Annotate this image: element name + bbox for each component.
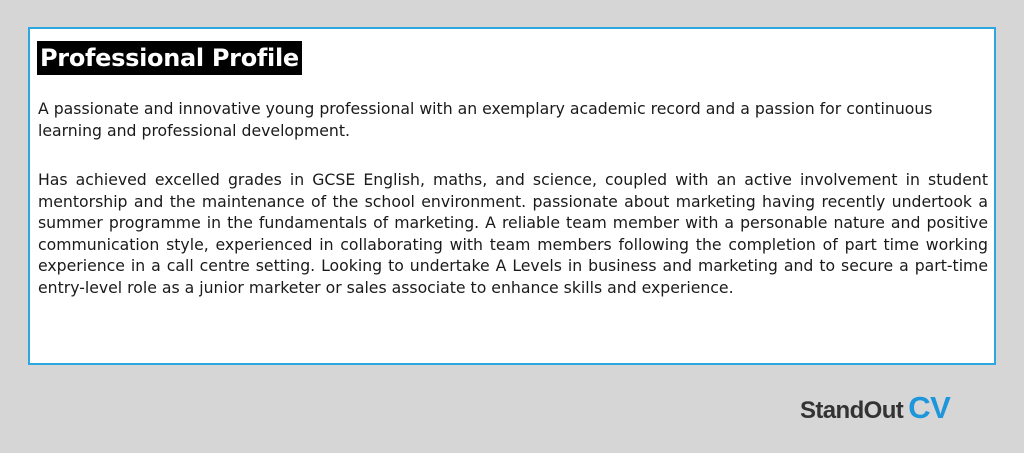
- logo-cv-mark: CV: [908, 390, 951, 425]
- profile-summary-paragraph: A passionate and innovative young professional with an exemplary academic record and a passion for continuous learning and professional development.: [38, 99, 933, 140]
- profile-detail-paragraph: Has achieved excelled grades in GCSE English, maths, and science, coupled with an active involvement in student mentorship and the maintenance of the school environment. passionate about marketing having recently undertook a summer programme in the fundamentals of marketing. A reliable team member with a personable nature and positive communication style, experienced in collaborating with team members following the completion of part time working experience in a call centre setting. Looking to undertake A Levels in business and marketing and to secure a part-time entry-level role as a junior marketer or sales associate to enhance skills and experience.: [38, 170, 988, 297]
- logo-wordmark: StandOut: [800, 397, 904, 424]
- standout-cv-logo: [800, 390, 950, 426]
- profile-card: [28, 27, 996, 365]
- section-title: Professional Profile: [37, 41, 302, 75]
